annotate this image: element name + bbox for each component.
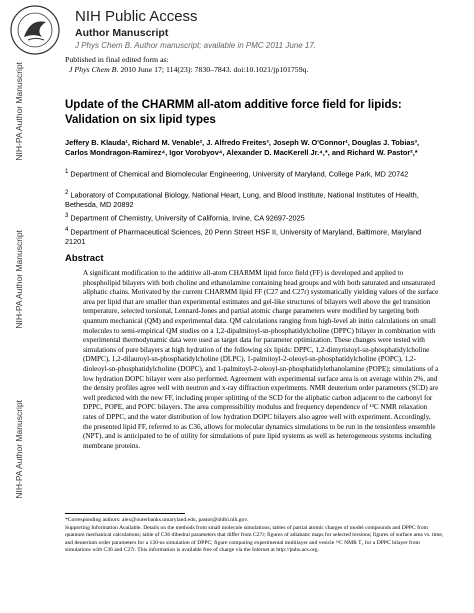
publication-info bbox=[65, 55, 308, 75]
pubinfo-citation bbox=[65, 65, 308, 75]
abstract-text: A significant modification to the additive all-atom CHARMM lipid force field (FF) is developed and applied to phospholipid bilayers with both choline and ethanolamine containing head groups and with both saturated and unsaturated aliphatic chains. Motivated by the current CHARMM lipid FF (C27 and C27r) systematically yielding values of the surface area per lipid that are smaller than experimental estimates and gel-like structures of bilayers well above the gel transition temperature, selected torsional, Lennard-Jones and partial atomic charge parameters were modified by targeting both quantum mechanical (QM) and experimental data. QM calculations ranging from high-level ab initio calculations on small molecules to semi-empirical QM studies on a 1,2-dipalmitoyl-sn-phosphatidylcholine (DPPC) bilayer in combination with experimental thermodynamic data were used as target data for parameter optimization. These changes were tested with simulations of pure bilayers at high hydration of the following six lipids: DPPC, 1,2-dimyristoyl-sn-phosphatidylcholine (DMPC), 1,2-dilauroyl-sn-phosphatidylcholine (DLPC), 1-palmitoyl-2-oleoyl-sn-phosphatidylcholine (POPC), 1,2-dioleoyl-sn-phosphatidylcholine (DOPC), and 1-palmitoyl-2-oleoyl-sn-phosphatidylethanolamine (POPE); simulations of a low hydration DOPC bilayer were also performed. Agreement with experimental surface area is on average within 2%, and the density profiles agree well with neutron and x-ray diffraction experiments. NMR deuterium order parameters (SCD) are well predicted with the new FF, including proper splitting of the SCD for the aliphatic carbon adjacent to the carbonyl for DPPC, POPE, and POPC bilayers. The area compressibility modulus and frequency dependence of ¹³C NMR relaxation rates of DPPC, and the water distribution of low hydration DOPC bilayers also agree well with experiment. Accordingly, the presented lipid FF, referred to as C36, allows for molecular dynamics simulations to be run in the tensionless ensemble (NPT), and is anticipated to be of utility for simulations of pure lipid systems as well as heterogeneous systems including membrane proteins. bbox=[83, 269, 439, 450]
footnote-divider bbox=[65, 513, 185, 514]
abstract-heading: Abstract bbox=[65, 253, 104, 264]
header-subtitle: Author Manuscript bbox=[75, 27, 169, 39]
header-citation: J Phys Chem B. Author manuscript; available in PMC 2011 June 17. bbox=[75, 41, 317, 50]
affiliation-3: $^3$ Department of Chemistry, University of California, Irvine, CA 92697-2025 bbox=[65, 212, 305, 223]
header-title: NIH Public Access bbox=[75, 8, 198, 25]
pubinfo-line1: Published in final edited form as: bbox=[65, 55, 169, 64]
affiliation-2: $^2$ Laboratory of Computational Biology, National Heart, Lung, and Blood Institute, National Institutes of Health, Bethesda, MD 20892 bbox=[65, 189, 419, 210]
footnote-supporting-info: Supporting Information Available. Details on the methods from small molecule simulations; tables of partial atomic charges of model compounds and DPPC from quantum mechanical calculations; table of C36 dihedral parameters that differ from C27r; figures of adiabatic maps for selected torsions; figures of surface area vs. time, and deuterium order parameters for a 130-ns simulation of DPPC; figure comparing experimental multilayer and vesicle ¹³C NMR T₁ for a DPPC bilayer from simulations with C36 and C27r. This information is available free of charge via the Internet at http://pubs.acs.org. bbox=[65, 524, 444, 554]
sidebar-label-middle: NIH-PA Author Manuscript bbox=[14, 230, 24, 329]
sidebar-label-bottom: NIH-PA Author Manuscript bbox=[14, 400, 24, 499]
sidebar-label-top: NIH-PA Author Manuscript bbox=[14, 62, 24, 161]
paper-title: Update of the CHARMM all-atom additive force field for lipids: Validation on six lipid types bbox=[65, 99, 402, 126]
sidebar-watermark bbox=[14, 0, 28, 613]
hhs-seal-logo bbox=[9, 4, 61, 56]
affiliation-4: $^4$ Department of Pharmaceutical Sciences, 20 Penn Street HSF II, University of Maryland, Baltimore, Maryland 21201 bbox=[65, 226, 422, 247]
footnotes bbox=[65, 517, 445, 555]
affiliation-1: $^1$ Department of Chemical and Biomolecular Engineering, University of Maryland, College Park, MD 20742 bbox=[65, 168, 409, 179]
pubinfo-rest: . 2010 June 17; 114(23): 7830–7843. doi:10.1021/jp101759q. bbox=[116, 65, 309, 74]
author-list: Jeffery B. Klauda¹, Richard M. Venable², J. Alfredo Freites³, Joseph W. O'Connor¹, Douglas J. Tobias³, Carlos Mondragon-Ramirez⁴, Igor Vorobyov⁴, Alexander D. MacKerell Jr.⁴,*, and Richard W. Pastor²,* bbox=[65, 138, 420, 157]
pubinfo-journal: J Phys Chem B bbox=[69, 65, 117, 74]
footnote-corresponding: *Corresponding authors: alex@outerbanks.umaryland.edu, pastor@nhlbi.nih.gov. bbox=[65, 517, 249, 523]
